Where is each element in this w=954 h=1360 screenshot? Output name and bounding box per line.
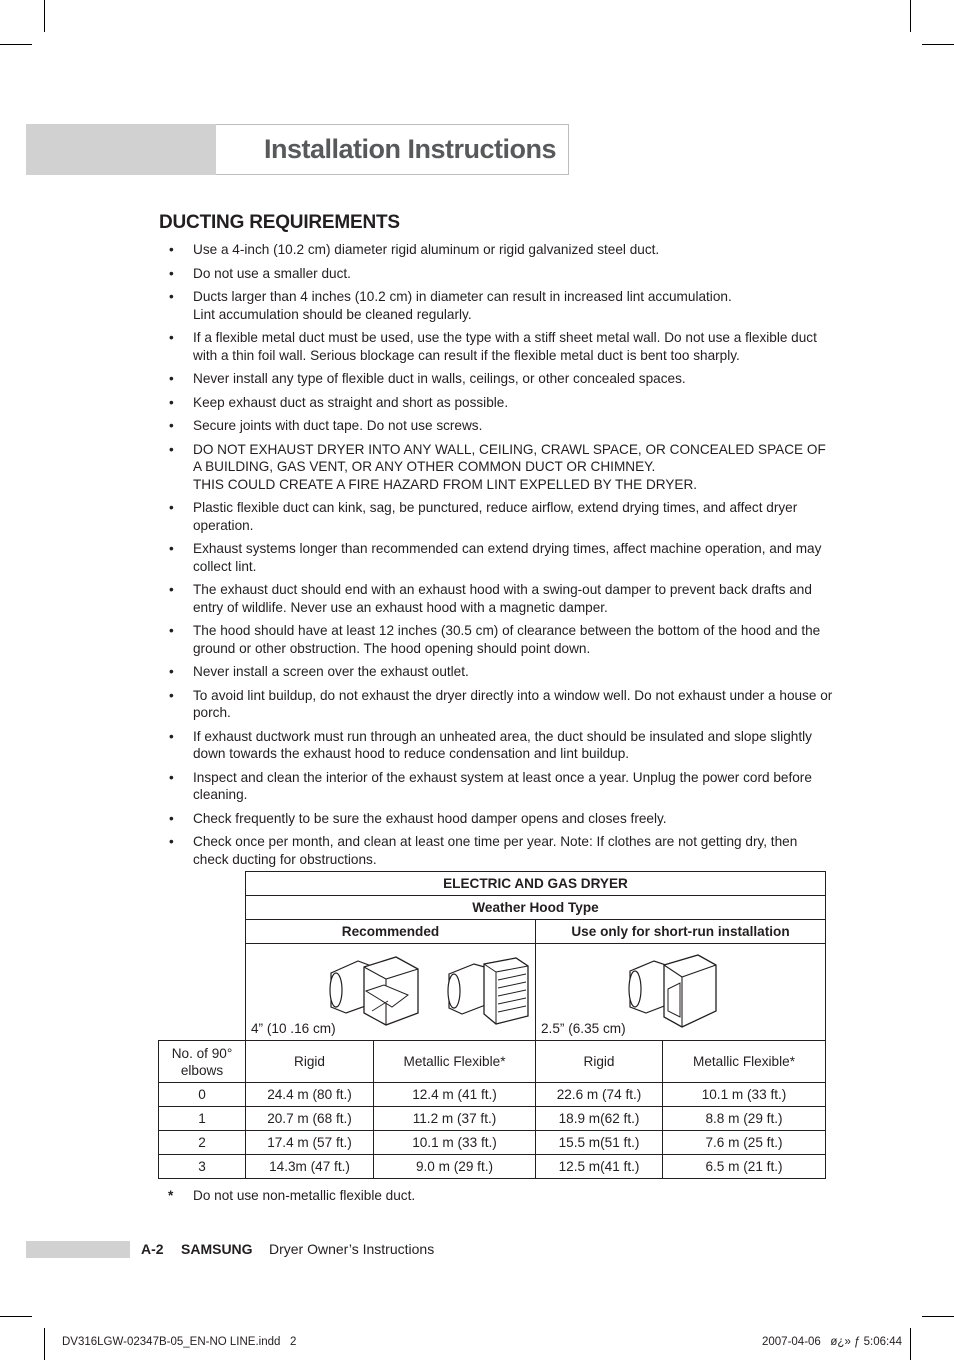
- bullet-item: [163, 417, 833, 435]
- table-cell: 9.0 m (29 ft.): [374, 1155, 536, 1179]
- bullet-item: [163, 265, 833, 283]
- table-cell: 6.5 m (21 ft.): [663, 1155, 826, 1179]
- crop-mark: [922, 44, 954, 45]
- table-cell: 24.4 m (80 ft.): [246, 1083, 374, 1107]
- bullet-item: [163, 329, 833, 364]
- slug-filename: DV316LGW-02347B-05_EN-NO LINE.indd 2: [62, 1336, 297, 1348]
- bullet-item: [163, 663, 833, 681]
- bullet-item: [163, 370, 833, 388]
- table-blank-cell: [159, 944, 246, 1041]
- table-group-short-run: Use only for short-run installation: [536, 920, 826, 944]
- bullet-text: If exhaust ductwork must run through an unheated area, the duct should be insulated and slope slightly down towards the exhaust hood to reduce condensation and lint buildup.: [193, 728, 812, 761]
- bullet-text: If a flexible metal duct must be used, use the type with a stiff sheet metal wall. Do not use a flexible duct with a thin foil wall. Serious blockage can result if the flexible metal duct is bent too sharply.: [193, 330, 817, 363]
- hood-short-damper-icon: [624, 951, 724, 1031]
- crop-mark: [44, 1328, 45, 1360]
- bullet-text: The hood should have at least 12 inches (30.5 cm) of clearance between the bottom of the hood and the ground or other obstruction. The hood opening should point down.: [193, 623, 821, 656]
- bullet-dot: •: [169, 418, 174, 433]
- bullet-dot: •: [169, 371, 174, 386]
- table-col-elbows: No. of 90° elbows: [159, 1041, 246, 1083]
- table-col-header: Metallic Flexible*: [374, 1041, 536, 1083]
- table-blank-cell: [159, 872, 246, 896]
- table-cell: 18.9 m(62 ft.): [536, 1107, 663, 1131]
- bullet-text: DO NOT EXHAUST DRYER INTO ANY WALL, CEILING, CRAWL SPACE, OR CONCEALED SPACE OF A BUILDING, GAS VENT, OR ANY OTHER COMMON DUCT OR CHIMNEY. THIS COULD CREATE A FIRE HAZARD FROM LINT EXPELLED BY THE DRYER.: [193, 441, 826, 492]
- table-cell: 12.5 m(41 ft.): [536, 1155, 663, 1179]
- bullet-text: Keep exhaust duct as straight and short as possible.: [193, 394, 509, 410]
- bullet-dot: •: [169, 242, 174, 257]
- bullet-item: [163, 622, 833, 657]
- table-blank-cell: [159, 920, 246, 944]
- bullet-dot: •: [169, 687, 174, 703]
- table-cell: 22.6 m (74 ft.): [536, 1083, 663, 1107]
- table-col-header: Metallic Flexible*: [663, 1041, 826, 1083]
- bullet-dot: •: [169, 500, 174, 515]
- table-row: [159, 1107, 826, 1131]
- bullet-dot: •: [169, 623, 174, 638]
- bullet-text: Secure joints with duct tape. Do not use screws.: [193, 418, 483, 433]
- bullet-text: Inspect and clean the interior of the exhaust system at least once a year. Unplug the power cord before cleaning.: [193, 769, 812, 802]
- bullet-text: Use a 4-inch (10.2 cm) diameter rigid aluminum or rigid galvanized steel duct.: [193, 242, 660, 257]
- bullet-item: [163, 833, 833, 868]
- bullet-text: Exhaust systems longer than recommended can extend drying times, affect machine operation, and may collect lint.: [193, 541, 822, 574]
- table-cell: 10.1 m (33 ft.): [663, 1083, 826, 1107]
- bullet-item: [163, 581, 833, 616]
- table-cell: 14.3m (47 ft.): [246, 1155, 374, 1179]
- table-cell: 8.8 m (29 ft.): [663, 1107, 826, 1131]
- table-cell: 15.5 m(51 ft.): [536, 1131, 663, 1155]
- bullet-dot: •: [169, 394, 174, 410]
- table-cell: 7.6 m (25 ft.): [663, 1131, 826, 1155]
- table-cell: 3: [159, 1155, 246, 1179]
- table-col-header: Rigid: [536, 1041, 663, 1083]
- crop-mark: [910, 0, 911, 32]
- footnote: [168, 1188, 416, 1203]
- section-title: DUCTING REQUIREMENTS: [159, 212, 400, 233]
- bullet-text: To avoid lint buildup, do not exhaust the dryer directly into a window well. Do not exhaust under a house or porch.: [193, 687, 833, 720]
- bullet-item: [163, 810, 833, 828]
- bullet-item: [163, 241, 833, 259]
- duct-length-table: [158, 871, 826, 1179]
- header-gray-band: [26, 124, 216, 175]
- hood-louvered-grille-icon: [444, 954, 534, 1028]
- footnote-text: Do not use non-metallic flexible duct.: [193, 1188, 416, 1203]
- table-subtitle: Weather Hood Type: [246, 896, 826, 920]
- short-run-hood-image: [536, 944, 826, 1041]
- bullet-item: [163, 394, 833, 412]
- bullet-item: [163, 288, 833, 323]
- footer-doc-title: Dryer Owner’s Instructions: [269, 1241, 435, 1257]
- bullet-dot: •: [169, 441, 174, 457]
- crop-mark: [0, 44, 32, 45]
- table-row: [159, 1155, 826, 1179]
- bullet-dot: •: [169, 810, 174, 826]
- bullet-item: [163, 769, 833, 804]
- bullet-item: [163, 728, 833, 763]
- bullet-dot: •: [169, 265, 174, 281]
- bullet-item: [163, 499, 833, 534]
- table-cell: 17.4 m (57 ft.): [246, 1131, 374, 1155]
- table-cell: 10.1 m (33 ft.): [374, 1131, 536, 1155]
- crop-mark: [922, 1316, 954, 1317]
- page-title: Installation Instructions: [264, 134, 557, 164]
- crop-mark: [0, 1316, 32, 1317]
- bullet-text: Check frequently to be sure the exhaust hood damper opens and closes freely.: [193, 810, 667, 826]
- table-cell: 11.2 m (37 ft.): [374, 1107, 536, 1131]
- table-row: [159, 1131, 826, 1155]
- bullet-text: Check once per month, and clean at least one time per year. Note: If clothes are not getting dry, then check ducting for obstructions.: [193, 834, 798, 867]
- bullet-text: Ducts larger than 4 inches (10.2 cm) in diameter can result in increased lint accumulation. Lint accumulation should be cleaned regularly.: [193, 289, 732, 322]
- bullet-dot: •: [169, 834, 174, 849]
- hood-louvered-damper-icon: [326, 951, 426, 1029]
- caption-short-run: 2.5” (6.35 cm): [541, 1021, 626, 1036]
- bullet-item: [163, 540, 833, 575]
- bullet-list: [163, 241, 833, 874]
- bullet-dot: •: [169, 541, 174, 556]
- bullet-text: Plastic flexible duct can kink, sag, be punctured, reduce airflow, extend drying times, and affect dryer operation.: [193, 500, 798, 533]
- footer-brand: SAMSUNG: [181, 1241, 253, 1257]
- bullet-text: Do not use a smaller duct.: [193, 265, 351, 281]
- table-cell: 12.4 m (41 ft.): [374, 1083, 536, 1107]
- table-row: [159, 1083, 826, 1107]
- table-cell: 2: [159, 1131, 246, 1155]
- bullet-dot: •: [169, 728, 174, 744]
- page-number: A-2: [141, 1241, 164, 1257]
- caption-recommended: 4” (10 .16 cm): [251, 1021, 336, 1036]
- footer-gray-bar: [26, 1241, 130, 1258]
- table-cell: 1: [159, 1107, 246, 1131]
- bullet-dot: •: [169, 330, 174, 345]
- table-cell: 20.7 m (68 ft.): [246, 1107, 374, 1131]
- bullet-item: [163, 441, 833, 494]
- footnote-marker: *: [168, 1188, 174, 1203]
- table-cell: 0: [159, 1083, 246, 1107]
- bullet-text: The exhaust duct should end with an exhaust hood with a swing-out damper to prevent back drafts and entry of wildlife. Never use an exhaust hood with a magnetic damper.: [193, 582, 812, 615]
- bullet-dot: •: [169, 769, 174, 785]
- table-title: ELECTRIC AND GAS DRYER: [246, 872, 826, 896]
- bullet-text: Never install any type of flexible duct in walls, ceilings, or other concealed spaces.: [193, 371, 686, 386]
- table-col-header: Rigid: [246, 1041, 374, 1083]
- crop-mark: [44, 0, 45, 32]
- table-blank-cell: [159, 896, 246, 920]
- recommended-hood-images: [246, 944, 536, 1041]
- bullet-dot: •: [169, 582, 174, 597]
- bullet-dot: •: [169, 289, 174, 304]
- crop-mark: [910, 1328, 911, 1360]
- slug-date: 2007-04-06 ø¿» ƒ 5:06:44: [761, 1336, 902, 1348]
- bullet-text: Never install a screen over the exhaust outlet.: [193, 664, 469, 679]
- bullet-dot: •: [169, 664, 174, 679]
- table-group-recommended: Recommended: [246, 920, 536, 944]
- bullet-item: [163, 687, 833, 722]
